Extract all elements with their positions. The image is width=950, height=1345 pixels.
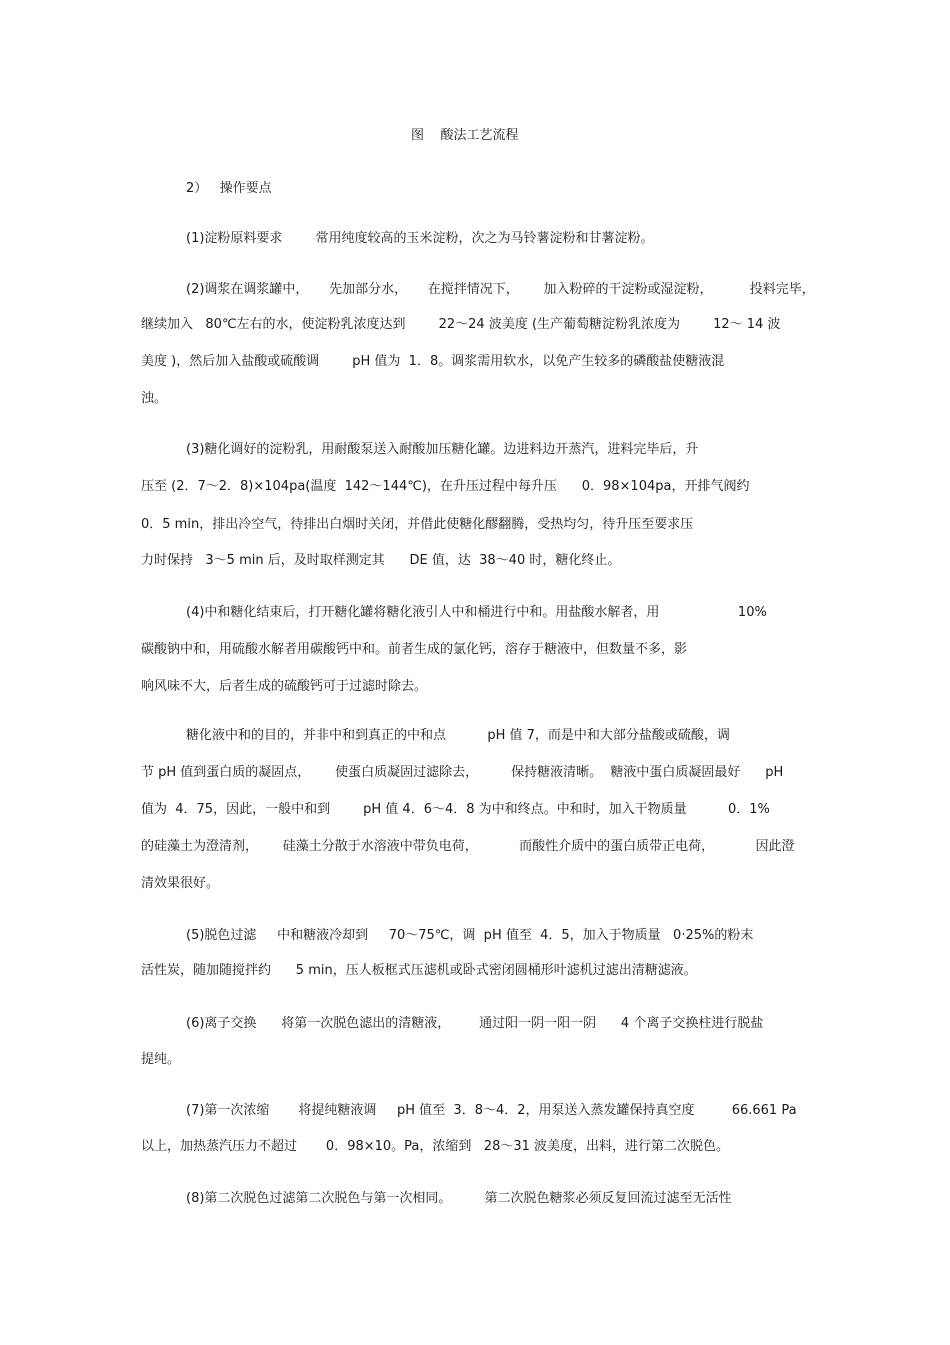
paragraph-line: 0．5 min，排出冷空气，待排出白烟时关闭，并借此使糖化醪翻腾，受热均匀，待升压至要求压: [141, 517, 694, 532]
paragraph-line: (2)调浆在调浆罐中， 先加部分水， 在搅拌情况下， 加入粉碎的干淀粉或湿淀粉， 投料完毕，: [186, 282, 815, 297]
paragraph-line: (6)离子交换 将第一次脱色滤出的清糖液， 通过阳一阴一阳一阴 4 个离子交换柱进行脱盐: [186, 1016, 764, 1031]
paragraph-line: 压至 (2．7～2．8)×104pa(温度 142～144℃)，在升压过程中每升压 0．98×104pa，开排气阀约: [141, 479, 750, 494]
figure-caption: 图 酸法工艺流程: [411, 128, 519, 143]
section-heading: 2） 操作要点: [186, 181, 272, 196]
paragraph-line: (5)脱色过滤 中和糖液冷却到 70～75℃，调 pH 值至 4．5，加入于物质量 0·25%的粉末: [186, 928, 754, 943]
paragraph-line: 活性炭，随加随搅拌约 5 min，压人板框式压滤机或卧式密闭圆桶形叶滤机过滤出清糖滤液。: [141, 963, 697, 978]
paragraph-line: (1)淀粉原料要求 常用纯度较高的玉米淀粉，次之为马铃薯淀粉和甘薯淀粉。: [186, 231, 654, 246]
paragraph-line: (8)第二次脱色过滤第二次脱色与第一次相同。 第二次脱色糖浆必须反复回流过滤至无活性: [186, 1191, 732, 1206]
paragraph-line: 响风味不大，后者生成的硫酸钙可于过滤时除去。: [141, 679, 428, 694]
paragraph-line: 清效果很好。: [141, 876, 220, 891]
paragraph-line: 以上，加热蒸汽压力不超过 0．98×10。Pa，浓缩到 28～31 波美度，出料，进行第二次脱色。: [141, 1139, 730, 1154]
paragraph-line: (3)糖化调好的淀粉乳，用耐酸泵送入耐酸加压糖化罐。边进料边开蒸汽，进料完毕后，升: [186, 442, 699, 457]
paragraph-line: 碳酸钠中和，用硫酸水解者用碳酸钙中和。前者生成的氯化钙，溶存于糖液中，但数量不多，影: [141, 642, 688, 657]
paragraph-line: 的硅藻土为澄清剂， 硅藻土分散于水溶液中带负电荷， 而酸性介质中的蛋白质带正电荷， 因此澄: [141, 839, 795, 854]
paragraph-line: 继续加入 80℃左右的水，使淀粉乳浓度达到 22～24 波美度 (生产葡萄糖淀粉乳浓度为 12～ 14 波: [141, 317, 781, 332]
paragraph-line: (7)第一次浓缩 将提纯糖液调 pH 值至 3．8～4．2，用泵送入蒸发罐保持真空度 66.661 Pa: [186, 1103, 797, 1118]
paragraph-line: 糖化液中和的目的，并非中和到真正的中和点 pH 值 7，而是中和大部分盐酸或硫酸，调: [186, 728, 730, 743]
paragraph-line: 节 pH 值到蛋白质的凝固点， 使蛋白质凝固过滤除去， 保持糖液清晰。 糖液中蛋白质凝固最好 pH: [141, 765, 784, 780]
paragraph-line: 提纯。: [141, 1052, 181, 1067]
paragraph-line: 浊。: [141, 391, 168, 406]
paragraph-line: 美度 )，然后加入盐酸或硫酸调 pH 值为 1．8。调浆需用软水，以免产生较多的磷酸盐使糖液混: [141, 354, 725, 369]
paragraph-line: 力时保持 3～5 min 后，及时取样测定其 DE 值，达 38～40 时，糖化终止。: [141, 553, 621, 568]
paragraph-line: 值为 4．75，因此，一般中和到 pH 值 4．6～4．8 为中和终点。中和时，加入干物质量 0．1%: [141, 802, 770, 817]
paragraph-line: (4)中和糖化结束后，打开糖化罐将糖化液引人中和桶进行中和。用盐酸水解者，用 10%: [186, 605, 767, 620]
